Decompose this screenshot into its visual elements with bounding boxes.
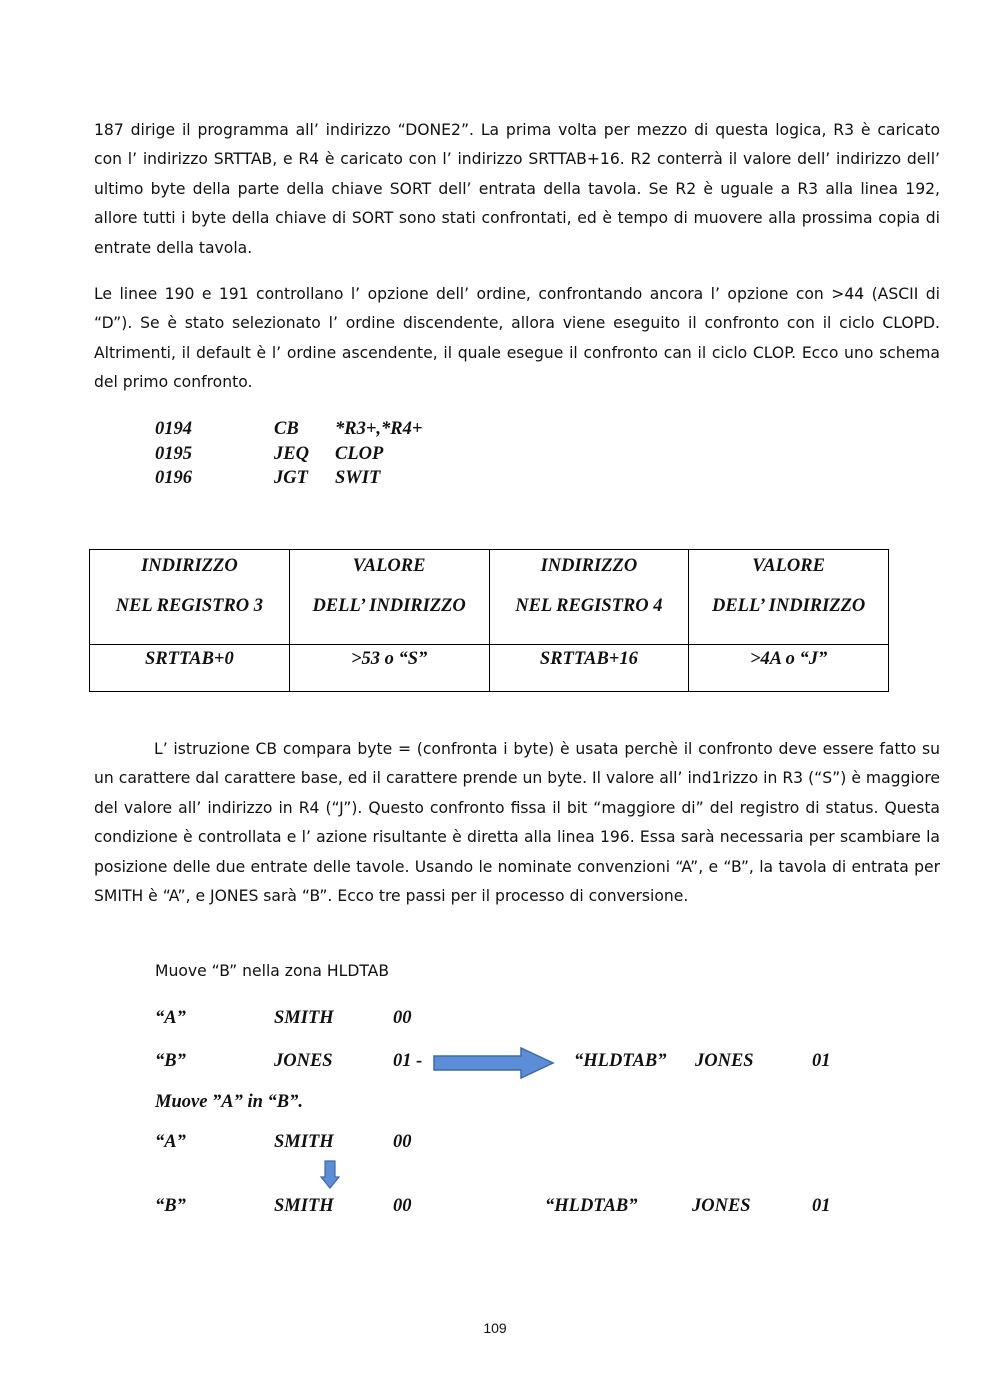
right-arrow-icon (433, 1047, 555, 1079)
code-operand: CLOP (335, 443, 384, 464)
step-row-code: 01 - (393, 1051, 423, 1071)
code-opcode: CB (274, 419, 299, 439)
code-line (155, 419, 475, 444)
step-dest-label: “HLDTAB” (574, 1051, 667, 1071)
table-header-cell: INDIRIZZO NEL REGISTRO 4 (489, 550, 689, 645)
table-row (90, 645, 889, 692)
paragraph-2: Le linee 190 e 191 controllano l’ opzione dell’ ordine, confrontando ancora l’ opzione con >44 (ASCII di “D”). Se è stato selezionato l’ ordine discendente, allora viene eseguito il confronto con il ciclo CLOPD. Altrimenti, il default è l’ ordine ascendente, il quale esegue il confronto can il ciclo CLOP. Ecco uno schema del primo confronto. (94, 285, 940, 392)
table-cell: SRTTAB+16 (489, 645, 689, 692)
code-opcode: JEQ (274, 443, 309, 464)
step-row-name: SMITH (274, 1196, 334, 1216)
page-number: 109 (483, 1320, 507, 1336)
step-row-code: 00 (393, 1008, 412, 1028)
step-dest-name: JONES (692, 1196, 751, 1216)
steps-intro: Muove “B” nella zona HLDTAB (155, 962, 390, 980)
table-header-cell: VALORE DELL’ INDIRIZZO (289, 550, 489, 645)
table-header-row (90, 550, 889, 645)
table-cell: SRTTAB+0 (90, 645, 290, 692)
code-operand: SWIT (335, 468, 381, 488)
step-row-label: “B” (155, 1051, 186, 1071)
step-row-code: 00 (393, 1132, 412, 1152)
code-line-number: 0195 (155, 443, 192, 464)
step-row-code: 00 (393, 1196, 412, 1216)
paragraph-1: 187 dirige il programma all’ indirizzo “DONE2”. La prima volta per mezzo di questa logica, R3 è caricato con l’ indirizzo SRTTAB, e R4 è caricato con l’ indirizzo SRTTAB+16. R2 conterrà il valore dell’ indirizzo dell’ ultimo byte della parte della chiave SORT dell’ entrata della tavola. Se R2 è uguale a R3 alla linea 192, allore tutti i byte della chiave di SORT sono stati confrontati, ed è tempo di muovere alla prossima copia di entrate della tavola. (94, 121, 940, 257)
step-dest-label: “HLDTAB” (545, 1196, 638, 1216)
table-cell: >53 o “S” (289, 645, 489, 692)
code-line-number: 0194 (155, 419, 192, 439)
down-arrow-icon (320, 1160, 340, 1189)
step-row-label: “A” (155, 1132, 186, 1152)
step-row-name: JONES (274, 1051, 333, 1071)
code-opcode: JGT (274, 468, 308, 488)
code-block (155, 419, 475, 493)
table-header-cell: VALORE DELL’ INDIRIZZO (689, 550, 889, 645)
code-line-number: 0196 (155, 468, 192, 488)
code-operand: *R3+,*R4+ (335, 419, 423, 439)
step-row-name: SMITH (274, 1008, 334, 1028)
step-row-label: “B” (155, 1196, 186, 1216)
table-header-cell: INDIRIZZO NEL REGISTRO 3 (90, 550, 290, 645)
step-dest-code: 01 (812, 1051, 831, 1071)
step-row-label: “A” (155, 1008, 186, 1028)
paragraph-3: L’ istruzione CB compara byte = (confronta i byte) è usata perchè il confronto deve essere fatto su un carattere dal carattere base, ed il carattere prende un byte. Il valore all’ ind1rizzo in R3 (“S”) è maggiore del valore all’ indirizzo in R4 (“J”). Questo confronto fissa il bit “maggiore di” del registro di status. Questa condizione è controllata e l’ azione risultante è diretta alla linea 196. Essa sarà necessaria per scambiare la posizione delle due entrate delle tavole. Usando le nominate convenzioni “A”, e “B”, la tavola di entrata per SMITH è “A”, e JONES sarà “B”. Ecco tre passi per il processo di conversione. (94, 740, 940, 906)
step-dest-name: JONES (695, 1051, 754, 1071)
step-dest-code: 01 (812, 1196, 831, 1216)
step-row-name: SMITH (274, 1132, 334, 1152)
register-table (89, 549, 889, 692)
table-cell: >4A o “J” (689, 645, 889, 692)
move-label: Muove ”A” in “B”. (155, 1092, 304, 1112)
code-line (155, 468, 475, 493)
code-line (155, 444, 475, 469)
